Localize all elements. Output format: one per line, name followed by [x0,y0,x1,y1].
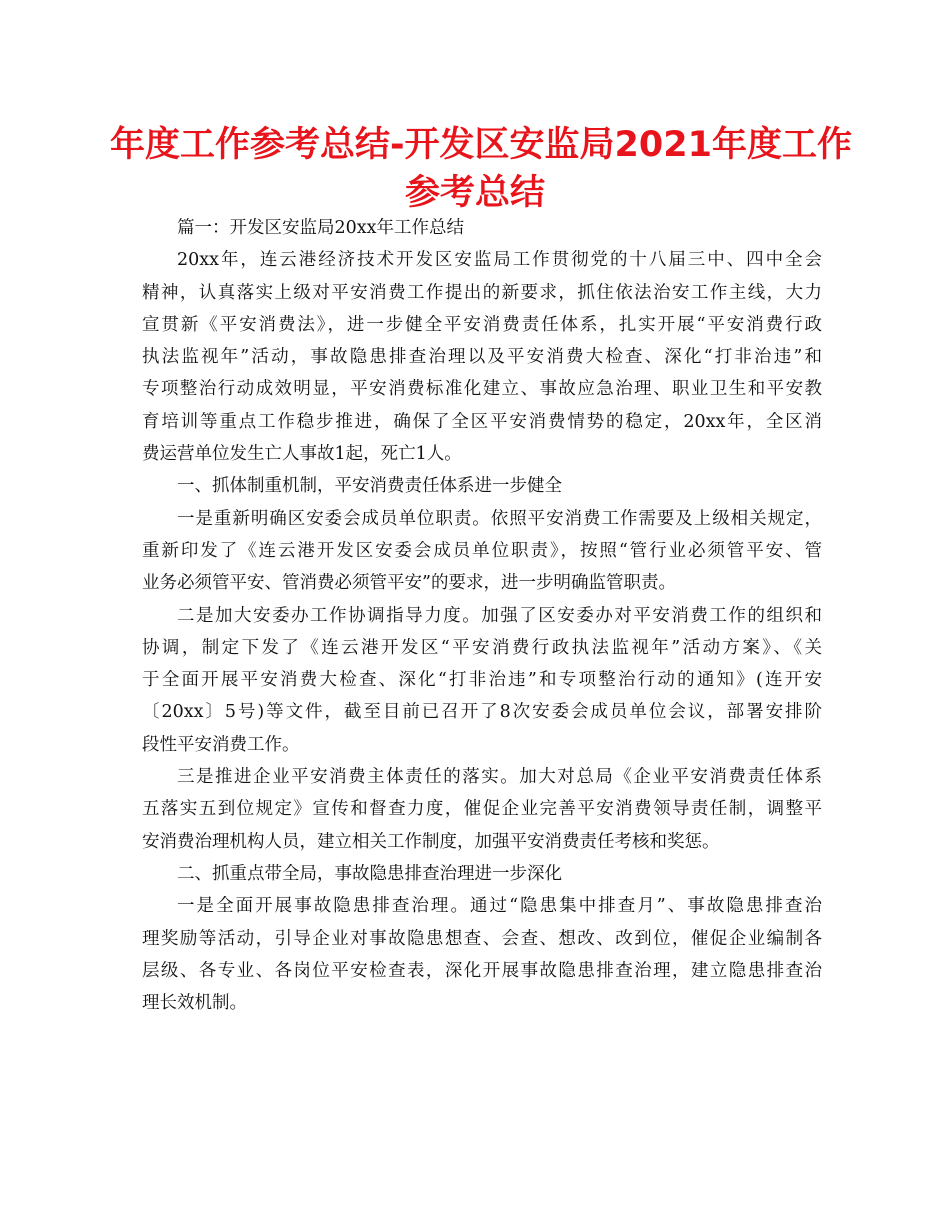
text-line: 三是推进企业平安消费主体责任的落实。加大对总局《企业平安消费责任体系 [177,767,822,788]
text-line: 〔20xx〕5号)等文件，截至目前已召开了8次安委会成员单位会议，部署安排阶 [142,702,822,723]
text-line: 理长效机制。 [142,993,247,1014]
text-line: 安消费治理机构人员，建立相关工作制度，加强平安消费责任考核和奖惩。 [142,831,720,852]
text-line: 层级、各专业、各岗位平安检查表，深化开展事故隐患排查治理，建立隐患排查治 [142,960,822,981]
text-line: 于全面开展平安消费大检查、深化“打非治违”和专项整治行动的通知》(连开安 [142,670,822,691]
text-line: 执法监视年”活动，事故隐患排查治理以及平安消费大检查、深化“打非治违”和 [142,347,822,368]
document-body [142,212,822,1019]
text-line: 专项整治行动成效明显，平安消费标准化建立、事故应急治理、职业卫生和平安教 [142,379,822,400]
text-line: 业务必须管平安、管消费必须管平安”的要求，进一步明确监管职责。 [142,573,676,594]
text-line: 费运营单位发生亡人事故1起，死亡1人。 [142,444,462,465]
text-line: 重新印发了《连云港开发区安委会成员单位职责》，按照“管行业必须管平安、管 [142,540,822,561]
document-title-line-2: 参考总结 [404,173,545,213]
text-line: 一、抓体制重机制，平安消费责任体系进一步健全 [177,476,562,497]
text-line: 理奖励等活动，引导企业对事故隐患想查、会查、想改、改到位，催促企业编制各 [142,928,822,949]
text-line: 宣贯新《平安消费法》，进一步健全平安消费责任体系，扎实开展“平安消费行政 [142,314,822,335]
text-line: 段性平安消费工作。 [142,734,300,755]
text-line: 二是加大安委办工作协调指导力度。加强了区安委办对平安消费工作的组织和 [177,605,822,626]
text-line: 20xx年，连云港经济技术开发区安监局工作贯彻党的十八届三中、四中全会 [177,250,822,271]
text-line: 篇一：开发区安监局20xx年工作总结 [177,218,465,238]
text-line: 育培训等重点工作稳步推进，确保了全区平安消费情势的稳定，20xx年，全区消 [142,411,822,432]
text-line: 五落实五到位规定》宣传和督查力度，催促企业完善平安消费领导责任制，调整平 [142,799,822,820]
text-line: 一是重新明确区安委会成员单位职责。依照平安消费工作需要及上级相关规定， [177,508,822,529]
text-line: 精神，认真落实上级对平安消费工作提出的新要求，抓住依法治安工作主线，大力 [142,282,822,303]
text-line: 二、抓重点带全局，事故隐患排查治理进一步深化 [177,863,562,884]
text-line: 一是全面开展事故隐患排查治理。通过“隐患集中排查月”、事故隐患排查治 [177,896,822,917]
document-title-line-1: 年度工作参考总结-开发区安监局2021年度工作 [110,125,852,165]
text-line: 协调，制定下发了《连云港开发区“平安消费行政执法监视年”活动方案》、《关 [142,637,822,658]
